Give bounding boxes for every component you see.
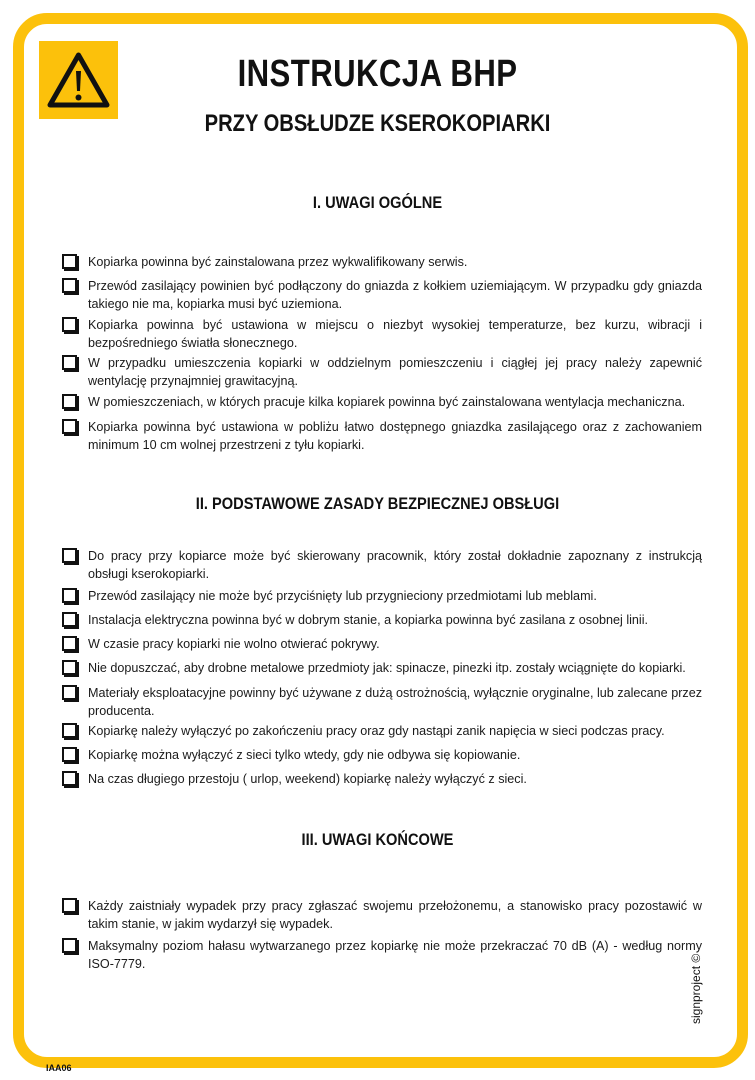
list-item: Przewód zasilający powinien być podłączony do gniazda z kołkiem uziemiającym. W przypadku gdy gniazda takiego nie ma, kopiarka musi być uziemiona. (62, 277, 702, 313)
list-item: Kopiarka powinna być ustawiona w pobliżu łatwo dostępnego gniazdka zasilającego oraz z zachowaniem minimum 10 cm wolnej przestrzeni z tyłu kopiarki. (62, 418, 702, 454)
checkbox-icon (62, 419, 77, 434)
checkbox-icon (62, 723, 77, 738)
section-heading-1: I. UWAGI OGÓLNE (312, 193, 443, 212)
checkbox-icon (62, 254, 77, 269)
brand-label: signproject © (689, 953, 703, 1024)
checkbox-icon (62, 548, 77, 563)
checkbox-icon (62, 355, 77, 370)
list-item: Przewód zasilający nie może być przyciśnięty lub przygnieciony przedmiotami lub meblami. (62, 587, 702, 605)
list-item: W przypadku umieszczenia kopiarki w oddzielnym pomieszczeniu i ciągłej jej pracy należy zapewnić wentylację przynajmniej grawitacyjną. (62, 354, 702, 390)
checkbox-icon (62, 317, 77, 332)
checkbox-icon (62, 747, 77, 762)
checkbox-icon (62, 278, 77, 293)
list-item: Maksymalny poziom hałasu wytwarzanego przez kopiarkę nie może przekraczać 70 dB (A) - według normy ISO-7779. (62, 937, 702, 973)
checkbox-icon (62, 636, 77, 651)
checkbox-icon (62, 588, 77, 603)
list-item: Materiały eksploatacyjne powinny być używane z dużą ostrożnością, wyłącznie oryginalne, lub zalecane przez producenta. (62, 684, 702, 720)
checkbox-icon (62, 771, 77, 786)
page-title: INSTRUKCJA BHP (237, 53, 518, 95)
list-item: Do pracy przy kopiarce może być skierowany pracownik, który został dokładnie zapoznany z instrukcją obsługi kserokopiarki. (62, 547, 702, 583)
list-item: Instalacja elektryczna powinna być w dobrym stanie, a kopiarka powinna być zasilana z osobnej linii. (62, 611, 702, 629)
checkbox-icon (62, 394, 77, 409)
checkbox-icon (62, 685, 77, 700)
page-subtitle: PRZY OBSŁUDZE KSEROKOPIARKI (204, 110, 551, 137)
product-code: IAA06 (46, 1063, 72, 1073)
checkbox-icon (62, 660, 77, 675)
list-item: Kopiarkę należy wyłączyć po zakończeniu pracy oraz gdy nastąpi zanik napięcia w sieci podczas pracy. (62, 722, 702, 740)
list-item: W pomieszczeniach, w których pracuje kilka kopiarek powinna być zainstalowana wentylacja mechaniczna. (62, 393, 702, 411)
list-item: Kopiarka powinna być ustawiona w miejscu o niezbyt wysokiej temperaturze, bez kurzu, wibracji i bezpośredniego światła słonecznego. (62, 316, 702, 352)
section-heading-2: II. PODSTAWOWE ZASADY BEZPIECZNEJ OBSŁUGI (195, 494, 560, 513)
list-item: Kopiarkę można wyłączyć z sieci tylko wtedy, gdy nie odbywa się kopiowanie. (62, 746, 702, 764)
list-item: Na czas długiego przestoju ( urlop, weekend) kopiarkę należy wyłączyć z sieci. (62, 770, 702, 788)
checkbox-icon (62, 938, 77, 953)
list-item: W czasie pracy kopiarki nie wolno otwierać pokrywy. (62, 635, 702, 653)
list-item: Każdy zaistniały wypadek przy pracy zgłaszać swojemu przełożonemu, a stanowisko pracy pozostawić w takim stanie, w jakim wydarzył się wypadek. (62, 897, 702, 933)
checkbox-icon (62, 612, 77, 627)
list-item: Nie dopuszczać, aby drobne metalowe przedmioty jak: spinacze, pinezki itp. zostały wciągnięte do kopiarki. (62, 659, 702, 677)
list-item: Kopiarka powinna być zainstalowana przez wykwalifikowany serwis. (62, 253, 702, 271)
checkbox-icon (62, 898, 77, 913)
section-heading-3: III. UWAGI KOŃCOWE (301, 830, 454, 849)
